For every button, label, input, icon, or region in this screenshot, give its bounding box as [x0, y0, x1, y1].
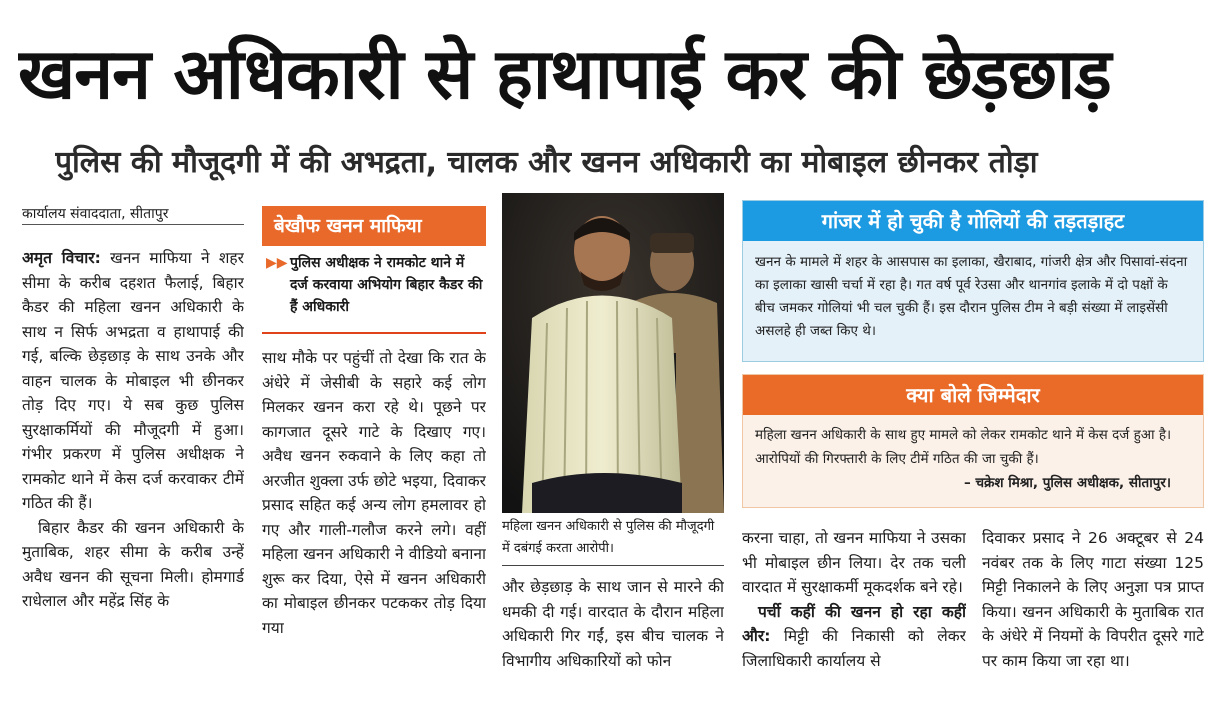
pull-quote-text: पुलिस अधीक्षक ने रामकोट थाने में दर्ज करवाया अभियोग बिहार कैडर की हैं अधिकारी [290, 255, 483, 315]
article-column-3 [502, 575, 724, 697]
article-column-5 [982, 526, 1204, 698]
column-2-text: साथ मौके पर पहुंचीं तो देखा कि रात के अंधेरे में जेसीबी के सहारे कई लोग मिलकर खनन करा रहे थे। पूछने पर कागजात दूसरे गाटे के दिखाए गए। अवैध खनन रुकवाने के लिए कहा तो अरजीत शुक्ला उर्फ छोटे भइया, दिवाकर प्रसाद सहित कई अन्य लोग हमलावर हो गए और गाली-गलौज करने लगे। वहीं महिला खनन अधिकारी ने वीडियो बनाना शुरू कर दिया, ऐसे में खनन अधिकारी का मोबाइल छीनकर पटककर तोड़ दिया गया [262, 349, 486, 637]
lead-label: अमृत विचार: [22, 249, 101, 267]
info-box-blue-title: गांजर में हो चुकी है गोलियों की तड़तड़ाहट [743, 201, 1203, 241]
column-4-subhead: पर्ची कहीं की खनन हो रहा कहीं और: [742, 602, 966, 645]
photo-caption: महिला खनन अधिकारी से पुलिस की मौजूदगी में दबंगई करता आरोपी। [502, 516, 724, 566]
subheadline: पुलिस की मौजूदगी में की अभद्रता, चालक और खनन अधिकारी का मोबाइल छीनकर तोड़ा [55, 145, 1038, 180]
column-4-subsection [742, 600, 966, 674]
double-arrow-icon: ▶▶ [266, 255, 288, 271]
headline: खनन अधिकारी से हाथापाई कर की छेड़छाड़ [18, 33, 1111, 115]
column-4-text: करना चाहा, तो खनन माफिया ने उसका भी मोबाइल छीन लिया। देर तक चली वारदात में सुरक्षाकर्मी मूकदर्शक बने रहे। [742, 529, 966, 596]
info-box-orange-title: क्या बोले जिम्मेदार [743, 375, 1203, 415]
column-4-text-2: मिट्टी की निकासी को लेकर जिलाधिकारी कार्यालय से [742, 627, 966, 670]
column-3-text: और छेड़छाड़ के साथ जान से मारने की धमकी दी गई। वारदात के दौरान महिला अधिकारी गिर गईं, इस बीच चालक ने विभागीय अधिकारियों को फोन [502, 578, 724, 670]
lead-paragraph [22, 246, 244, 516]
article-column-1 [22, 246, 244, 696]
official-signature: – चक्रेश मिश्रा, पुलिस अधीक्षक, सीतापुर। [964, 475, 1171, 491]
article-column-2 [262, 346, 486, 696]
photo-illustration [502, 193, 724, 513]
pull-quote [262, 252, 486, 334]
lead-text: खनन माफिया ने शहर सीमा के करीब दहशत फैलाई, बिहार कैडर की महिला खनन अधिकारी के साथ न सिर्फ अभद्रता व हाथापाई की गई, बल्कि छेड़छाड़ के साथ उनके और वाहन चालक के मोबाइल भी छीनकर तोड़ दिए गए। ये सब कुछ पुलिस सुरक्षाकर्मियों की मौजूदगी में हुआ। गंभीर प्रकरण में पुलिस अधीक्षक ने रामकोट थाने में केस दर्ज करवाकर टीमें गठित की हैं। [22, 249, 244, 512]
byline: कार्यालय संवाददाता, सीतापुर [22, 203, 244, 225]
paragraph-2: बिहार कैडर की खनन अधिकारी के मुताबिक, शहर सीमा के करीब उन्हें अवैध खनन की सूचना मिली। होमगार्ड राधेलाल और महेंद्र सिंह के [22, 518, 244, 610]
info-box-orange-body [743, 415, 1203, 503]
info-box-orange [742, 374, 1204, 508]
news-photo [502, 193, 724, 513]
official-statement: महिला खनन अधिकारी के साथ हुए मामले को लेकर रामकोट थाने में केस दर्ज हुआ है। आरोपियों की गिरफ्तारी के लिए टीमें गठित की जा चुकी हैं। [755, 427, 1172, 467]
column-5-text: दिवाकर प्रसाद ने 26 अक्टूबर से 24 नवंबर तक के लिए गाटा संख्या 125 मिट्टी निकालने के लिए अनुज्ञा पत्र प्राप्त किया। खनन अधिकारी के मुताबिक रात के अंधेरे में नियमों के विपरीत दूसरे गाटे पर काम किया जा रहा था। [982, 529, 1204, 670]
info-box-blue [742, 200, 1204, 362]
sidebar-heading: बेखौफ खनन माफिया [262, 206, 486, 246]
info-box-blue-body: खनन के मामले में शहर के आसपास का इलाका, खैराबाद, गांजरी क्षेत्र और पिसावां-संदना का इलाका खासी चर्चा में रहा है। गत वर्ष पूर्व रेउसा और थानगांव इलाके में दो पक्षों के बीच जमकर गोलियां भी चल चुकी हैं। इस दौरान पुलिस टीम ने बड़ी संख्या में लाइसेंसी असलहे ही जब्त किए थे। [755, 254, 1188, 339]
article-column-4 [742, 526, 966, 698]
